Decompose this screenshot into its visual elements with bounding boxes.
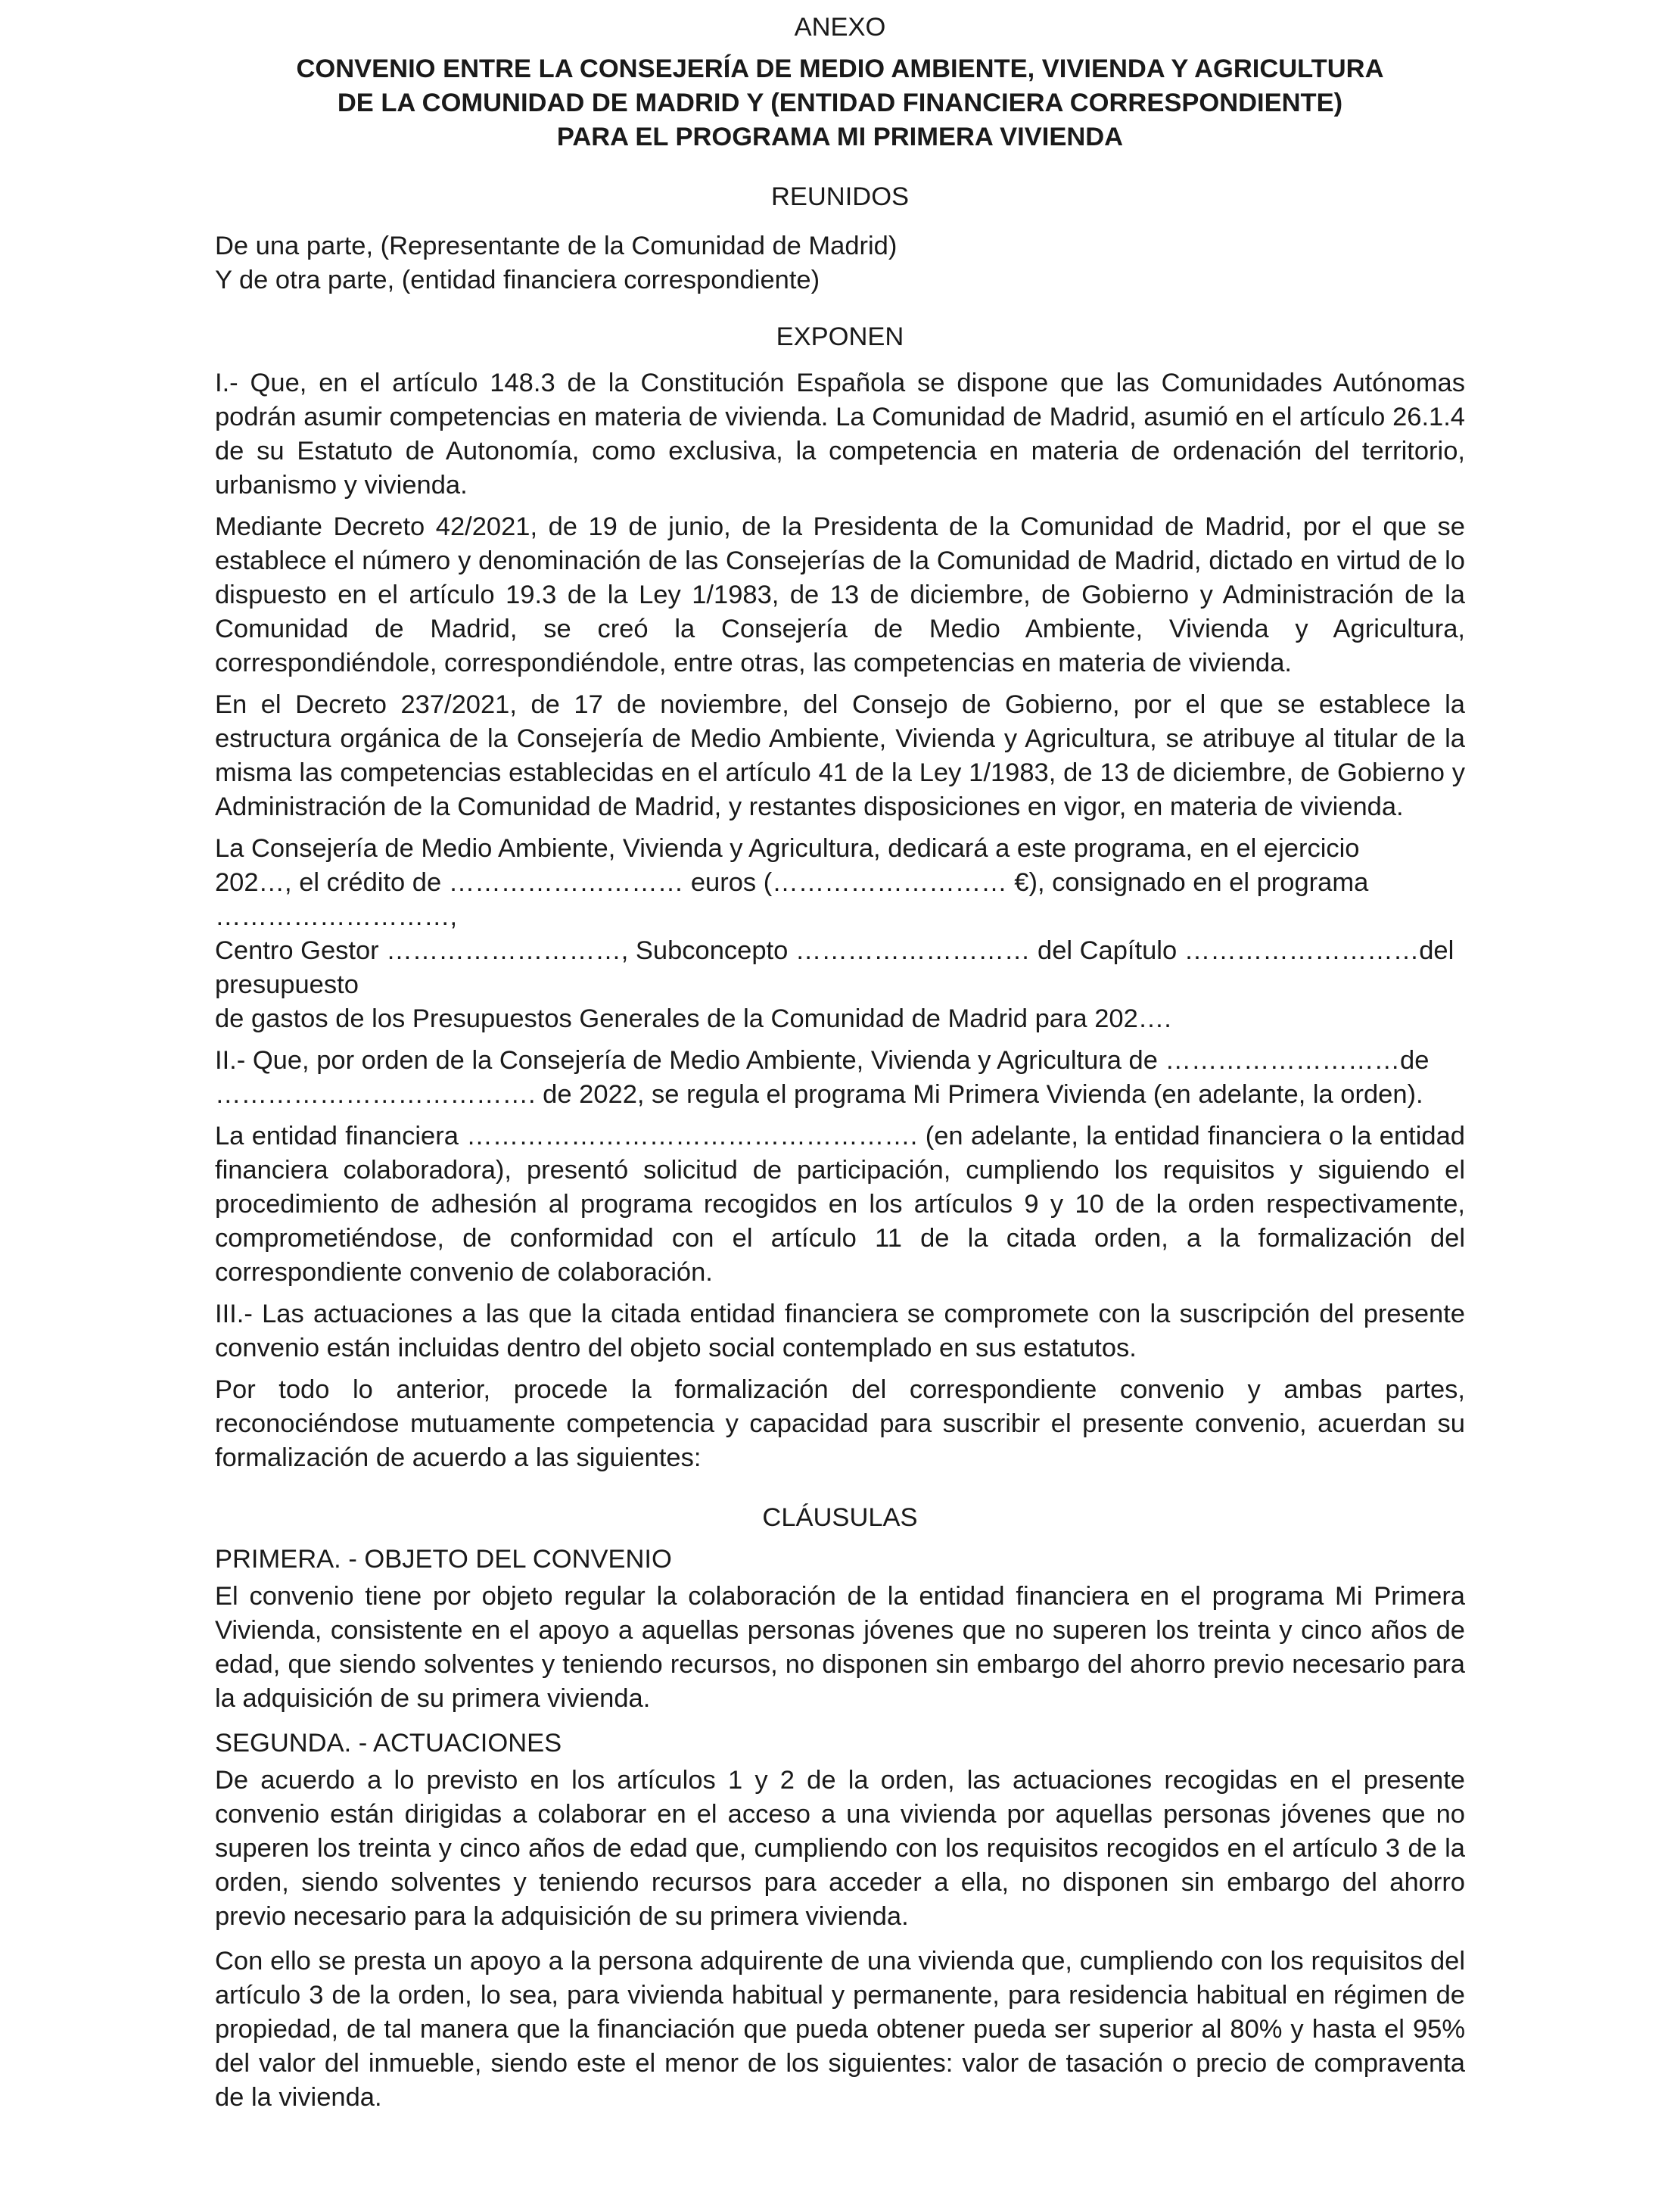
- paragraph-exponen-1: I.- Que, en el artículo 148.3 de la Constitución Española se dispone que las Comunidades Autónomas podrán asumir competencias en materia de vivienda. La Comunidad de Madrid, asumió en el artículo 26.1.4 de su Estatuto de Autonomía, como exclusiva, la competencia en materia de ordenación del territorio, urbanismo y vivienda.: [215, 369, 1465, 500]
- title-line: PARA EL PROGRAMA MI PRIMERA VIVIENDA: [556, 123, 1124, 151]
- paragraph-line: La Consejería de Medio Ambiente, Vivienda y Agricultura, dedicará a este programa, en el ejercicio: [215, 834, 1360, 863]
- section-heading-exponen: EXPONEN: [776, 322, 904, 351]
- paragraph-line: Centro Gestor ………………………, Subconcepto ……………………… del Capítulo ………………………del presupuesto: [215, 936, 1454, 999]
- paragraph-exponen-3: En el Decreto 237/2021, de 17 de noviembre, del Consejo de Gobierno, por el que se establece la estructura orgánica de la Consejería de Medio Ambiente, Vivienda y Agricultura, se atribuye al titular de la misma las competencias establecidas en el artículo 41 de la Ley 1/1983, de 13 de diciembre, de Gobierno y Administración de la Comunidad de Madrid, y restantes disposiciones en vigor, en materia de vivienda.: [215, 690, 1465, 821]
- paragraph-exponen-6: La entidad financiera ……………………………………………. (en adelante, la entidad financiera o la entidad financiera colaboradora), presentó solicitud de participación, cumpliendo los requisitos y siguiendo el procedimiento de adhesión al programa recogidos en los artículos 9 y 10 de la orden respectivamente, comprometiéndose, de conformidad con el artículo 11 de la citada orden, a la formalización del correspondiente convenio de colaboración.: [215, 1122, 1465, 1287]
- clause-heading-primera: PRIMERA. - OBJETO DEL CONVENIO: [215, 1545, 672, 1574]
- paragraph-exponen-8: Por todo lo anterior, procede la formalización del correspondiente convenio y ambas partes, reconociéndose mutuamente competencia y capacidad para suscribir el presente convenio, acuerdan su formalización de acuerdo a las siguientes:: [215, 1375, 1465, 1472]
- paragraph-exponen-7: III.- Las actuaciones a las que la citada entidad financiera se compromete con la suscripción del presente convenio están incluidas dentro del objeto social contemplado en sus estatutos.: [215, 1300, 1465, 1362]
- clause-segunda-paragraph-1: De acuerdo a lo previsto en los artículos 1 y 2 de la orden, las actuaciones recogidas en el presente convenio están dirigidas a colaborar en el acceso a una vivienda por aquellas personas jóvenes que no superen los treinta y cinco años de edad que, cumpliendo con los requisitos recogidos en el artículo 3 de la orden, siendo solventes y teniendo recursos para acceder a ella, no disponen sin embargo del ahorro previo necesario para la adquisición de su primera vivienda.: [215, 1766, 1465, 1931]
- title-line: CONVENIO ENTRE LA CONSEJERÍA DE MEDIO AMBIENTE, VIVIENDA Y AGRICULTURA: [296, 54, 1384, 83]
- paragraph-exponen-2: Mediante Decreto 42/2021, de 19 de junio, de la Presidenta de la Comunidad de Madrid, por el que se establece el número y denominación de las Consejerías de la Comunidad de Madrid, dictado en virtud de lo dispuesto en el artículo 19.3 de la Ley 1/1983, de 13 de diciembre, de Gobierno y Administración de la Comunidad de Madrid, se creó la Consejería de Medio Ambiente, Vivienda y Agricultura, correspondiéndole, correspondiéndole, entre otras, las competencias en materia de vivienda.: [215, 512, 1465, 677]
- annex-label: ANEXO: [794, 13, 886, 42]
- document-title: [215, 52, 1465, 154]
- document-body: [215, 11, 1465, 2115]
- section-heading-reunidos: REUNIDOS: [770, 182, 910, 211]
- party-two: Y de otra parte, (entidad financiera correspondiente): [215, 266, 820, 294]
- clause-heading-segunda: SEGUNDA. - ACTUACIONES: [215, 1729, 562, 1758]
- paragraph-exponen-4: [215, 832, 1465, 1036]
- paragraph-line: de gastos de los Presupuestos Generales de la Comunidad de Madrid para 202….: [215, 1004, 1171, 1033]
- title-line: DE LA COMUNIDAD DE MADRID Y (ENTIDAD FINANCIERA CORRESPONDIENTE): [337, 89, 1343, 117]
- party-one: De una parte, (Representante de la Comunidad de Madrid): [215, 232, 898, 260]
- paragraph-exponen-5: [215, 1044, 1465, 1112]
- paragraph-line: ………………………………. de 2022, se regula el programa Mi Primera Vivienda (en adelante, la orden).: [215, 1080, 1423, 1109]
- clause-primera-text: El convenio tiene por objeto regular la colaboración de la entidad financiera en el programa Mi Primera Vivienda, consistente en el apoyo a aquellas personas jóvenes que no superen los treinta y cinco años de edad, que siendo solventes y teniendo recursos, no disponen sin embargo del ahorro previo necesario para la adquisición de su primera vivienda.: [215, 1582, 1465, 1713]
- section-heading-clausulas: CLÁUSULAS: [762, 1503, 918, 1532]
- paragraph-line: II.- Que, por orden de la Consejería de Medio Ambiente, Vivienda y Agricultura de ………………………de: [215, 1046, 1430, 1075]
- clause-segunda-paragraph-2: Con ello se presta un apoyo a la persona adquirente de una vivienda que, cumpliendo con los requisitos del artículo 3 de la orden, lo sea, para vivienda habitual y permanente, para residencia habitual en régimen de propiedad, de tal manera que la financiación que pueda obtener pueda ser superior al 80% y hasta el 95% del valor del inmueble, siendo este el menor de los siguientes: valor de tasación o precio de compraventa de la vivienda.: [215, 1947, 1465, 2112]
- paragraph-line: 202…, el crédito de ……………………… euros (……………………… €), consignado en el programa ………………………,: [215, 868, 1369, 931]
